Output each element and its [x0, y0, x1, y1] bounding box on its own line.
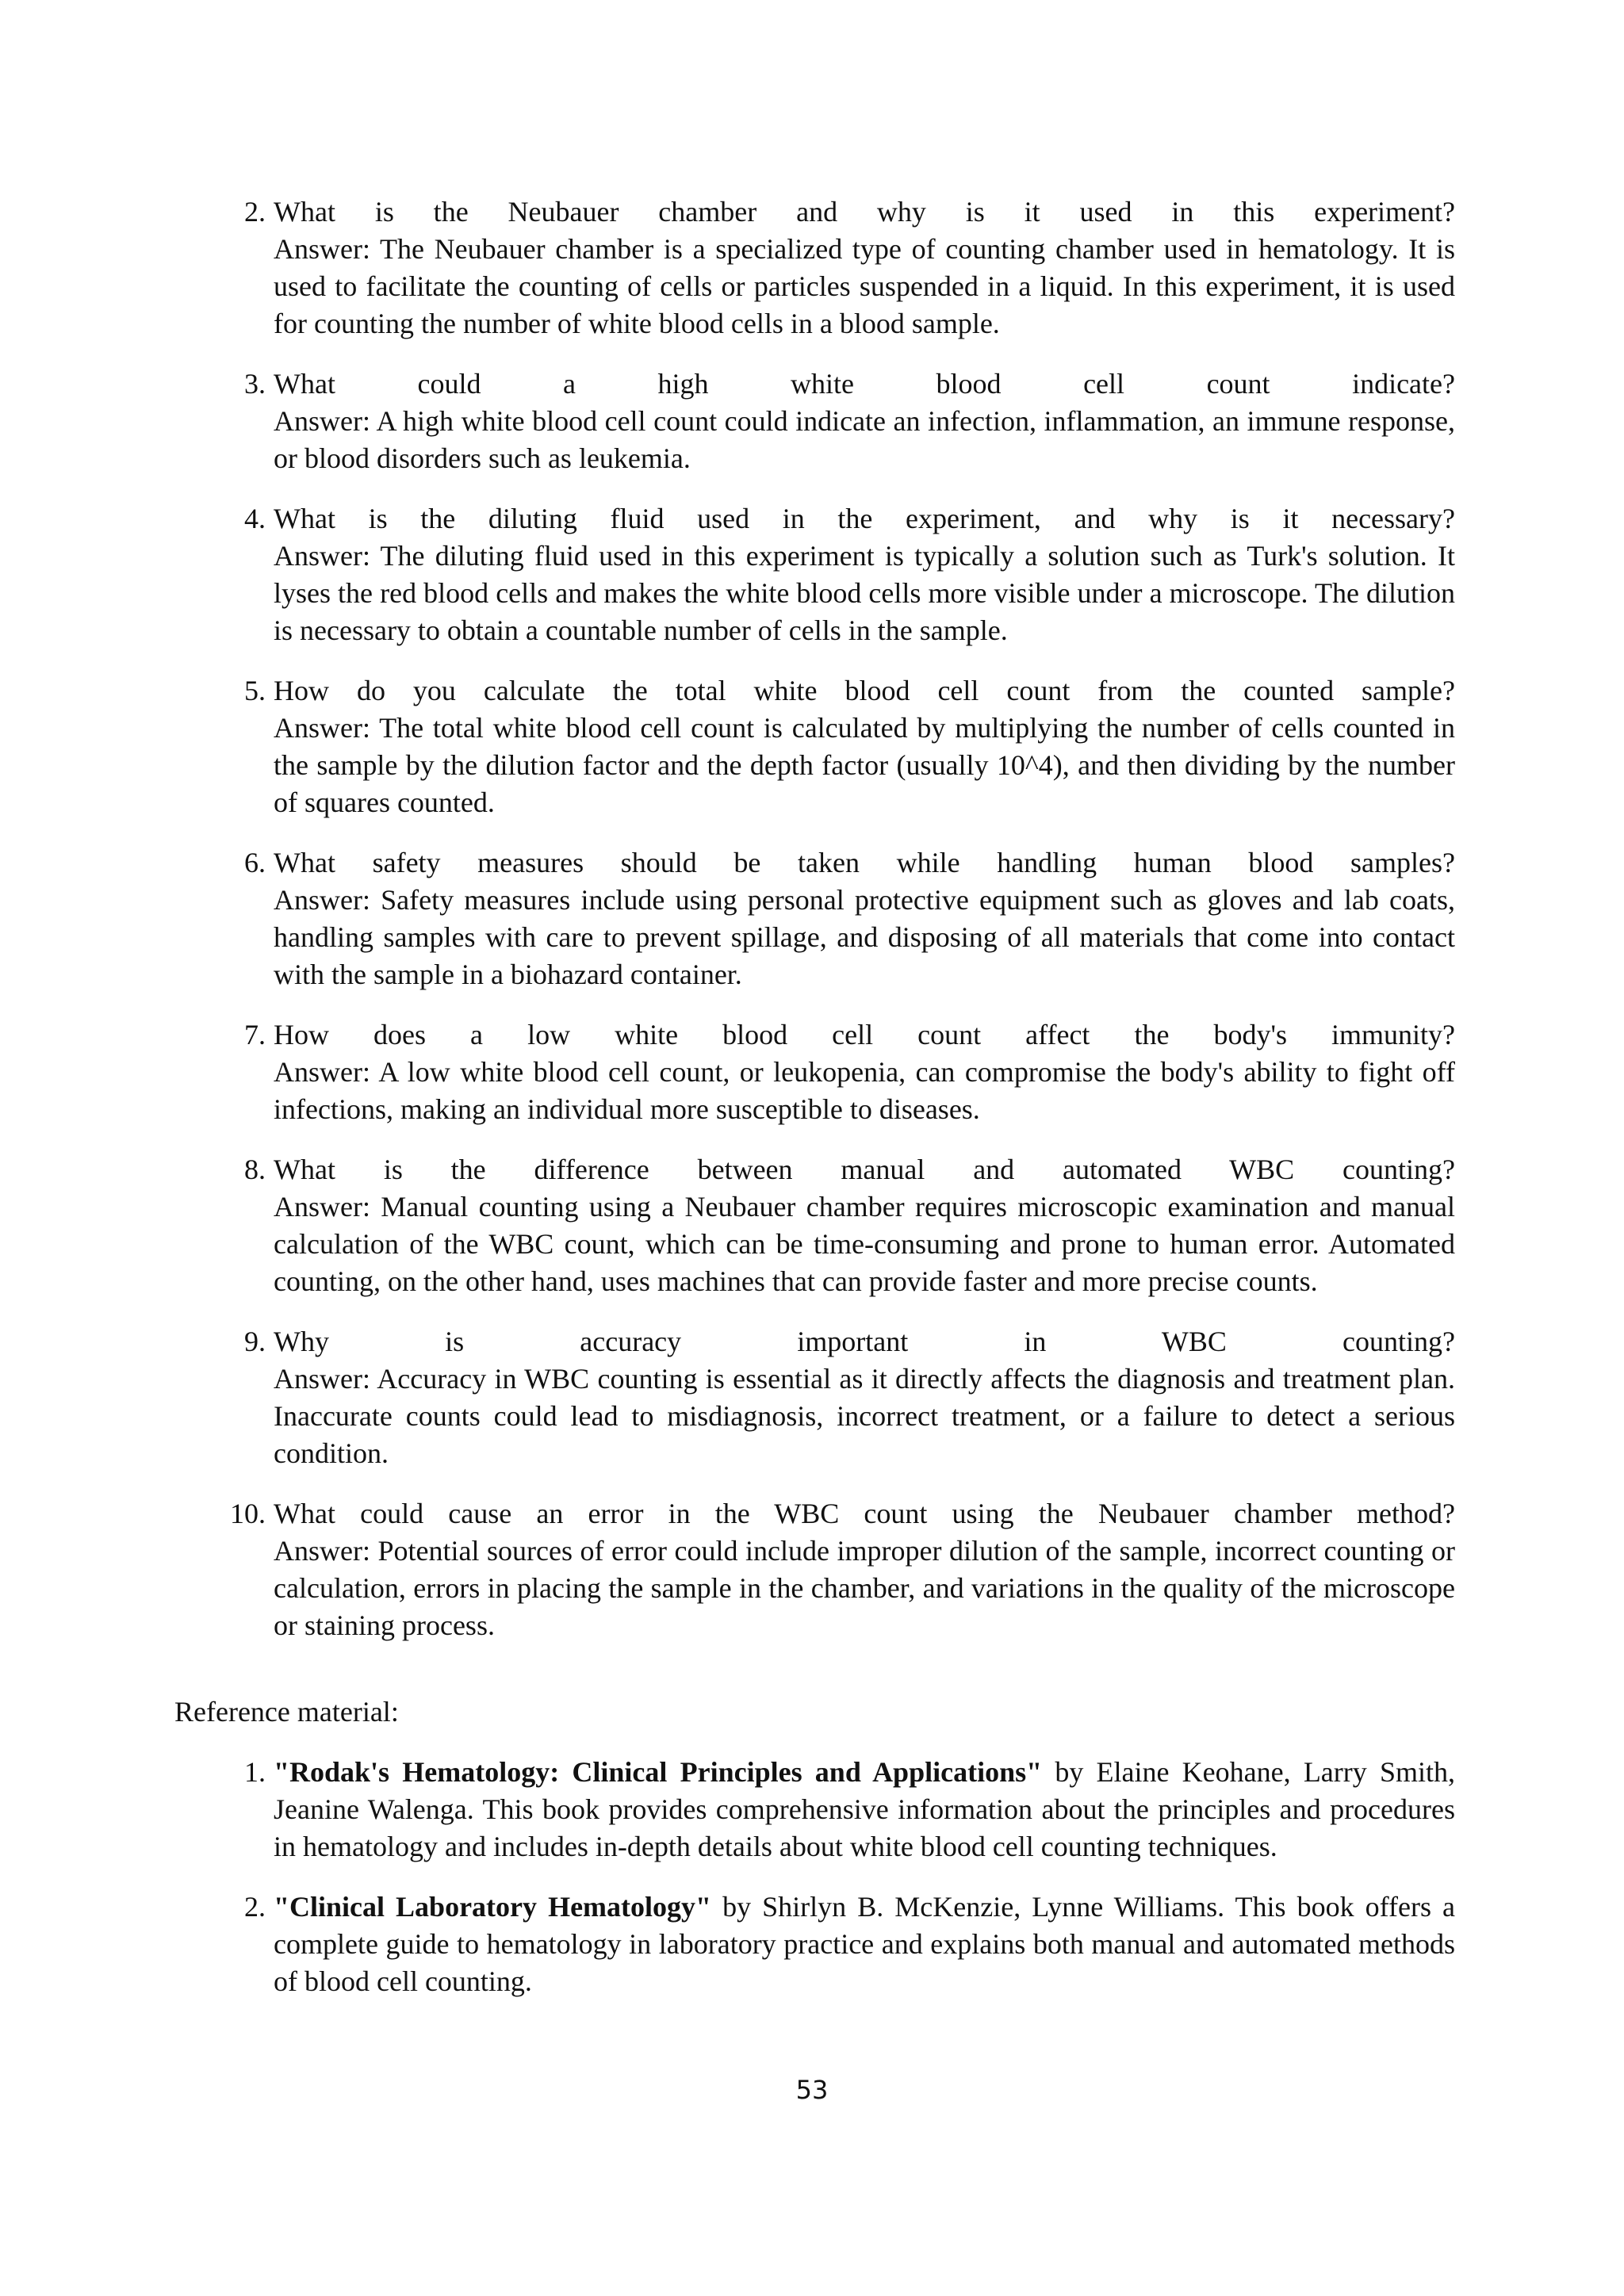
question-text: Why is accuracy important in WBC counting?	[274, 1326, 1455, 1357]
question-item-4	[244, 500, 1455, 649]
answer-text: Answer: The Neubauer chamber is a specialized type of counting chamber used in hematology. It is used to facilitate the counting of cells or particles suspended in a liquid. In this experiment, it is used for counting the number of white blood cells in a blood sample.	[274, 233, 1455, 339]
question-text: How does a low white blood cell count affect the body's immunity?	[274, 1019, 1455, 1050]
question-number: 4.	[244, 503, 266, 534]
answer-text: Answer: Potential sources of error could include improper dilution of the sample, incorrect counting or calculation, errors in placing the sample in the chamber, and variations in the quality of the microscope or staining process.	[274, 1535, 1455, 1641]
answer-text: Answer: A low white blood cell count, or leukopenia, can compromise the body's ability to fight off infections, making an individual more susceptible to diseases.	[274, 1056, 1455, 1125]
question-number: 6.	[244, 847, 266, 878]
answer-text: Answer: Safety measures include using personal protective equipment such as gloves and lab coats, handling samples with care to prevent spillage, and disposing of all materials that come into contact with the sample in a biohazard container.	[274, 884, 1455, 990]
question-text: What is the Neubauer chamber and why is it used in this experiment?	[274, 196, 1455, 228]
question-item-2	[244, 193, 1455, 342]
reference-number: 1.	[244, 1756, 266, 1788]
reference-list	[244, 1754, 1456, 2023]
reference-item-1	[244, 1754, 1455, 1866]
answer-text: Answer: Accuracy in WBC counting is essential as it directly affects the diagnosis and treatment plan. Inaccurate counts could lead to misdiagnosis, incorrect treatment, or a failure to detect a serious condition.	[274, 1363, 1455, 1469]
page-number: 53	[795, 2075, 829, 2105]
reference-title: "Clinical Laboratory Hematology"	[274, 1891, 712, 1923]
reference-number: 2.	[244, 1891, 266, 1923]
question-number: 8.	[244, 1154, 266, 1185]
question-item-7	[244, 1016, 1455, 1128]
reference-heading: Reference material:	[174, 1696, 399, 1728]
answer-text: Answer: The diluting fluid used in this experiment is typically a solution such as Turk's solution. It lyses the red blood cells and makes the white blood cells more visible under a microscope. The dilution is necessary to obtain a countable number of cells in the sample.	[274, 540, 1455, 646]
question-item-6	[244, 844, 1455, 993]
question-item-5	[244, 672, 1455, 821]
question-item-9	[244, 1323, 1455, 1472]
question-number: 5.	[244, 675, 266, 706]
question-item-8	[244, 1151, 1455, 1300]
reference-title: "Rodak's Hematology: Clinical Principles and Applications"	[274, 1756, 1043, 1788]
question-number: 9.	[244, 1326, 266, 1357]
question-text: How do you calculate the total white blood cell count from the counted sample?	[274, 675, 1455, 706]
question-text: What could a high white blood cell count indicate?	[274, 368, 1455, 400]
question-text: What safety measures should be taken while handling human blood samples?	[274, 847, 1455, 878]
answer-text: Answer: A high white blood cell count could indicate an infection, inflammation, an immune response, or blood disorders such as leukemia.	[274, 405, 1455, 474]
question-list	[230, 193, 1455, 1667]
question-item-3	[244, 365, 1455, 477]
question-number: 3.	[244, 368, 266, 400]
question-text: What is the difference between manual and automated WBC counting?	[274, 1154, 1455, 1185]
answer-text: Answer: Manual counting using a Neubauer chamber requires microscopic examination and manual calculation of the WBC count, which can be time-consuming and prone to human error. Automated counting, on the other hand, uses machines that can provide faster and more precise counts.	[274, 1191, 1455, 1297]
reference-description: by Elaine Keohane, Larry Smith, Jeanine Walenga. This book provides comprehensive information about the principles and procedures in hematology and includes in-depth details about white blood cell counting techniques.	[274, 1756, 1455, 1862]
question-number: 10.	[230, 1498, 266, 1529]
question-number: 7.	[244, 1019, 266, 1050]
reference-description: by Shirlyn B. McKenzie, Lynne Williams. This book offers a complete guide to hematology in laboratory practice and explains both manual and automated methods of blood cell counting.	[274, 1891, 1456, 1997]
reference-item-2	[244, 1888, 1456, 2000]
question-text: What could cause an error in the WBC count using the Neubauer chamber method?	[274, 1498, 1455, 1529]
question-number: 2.	[244, 196, 266, 228]
answer-text: Answer: The total white blood cell count is calculated by multiplying the number of cells counted in the sample by the dilution factor and the depth factor (usually 10^4), and then dividing by the number of squares counted.	[274, 712, 1455, 818]
question-text: What is the diluting fluid used in the experiment, and why is it necessary?	[274, 503, 1455, 534]
question-item-10	[230, 1495, 1455, 1644]
